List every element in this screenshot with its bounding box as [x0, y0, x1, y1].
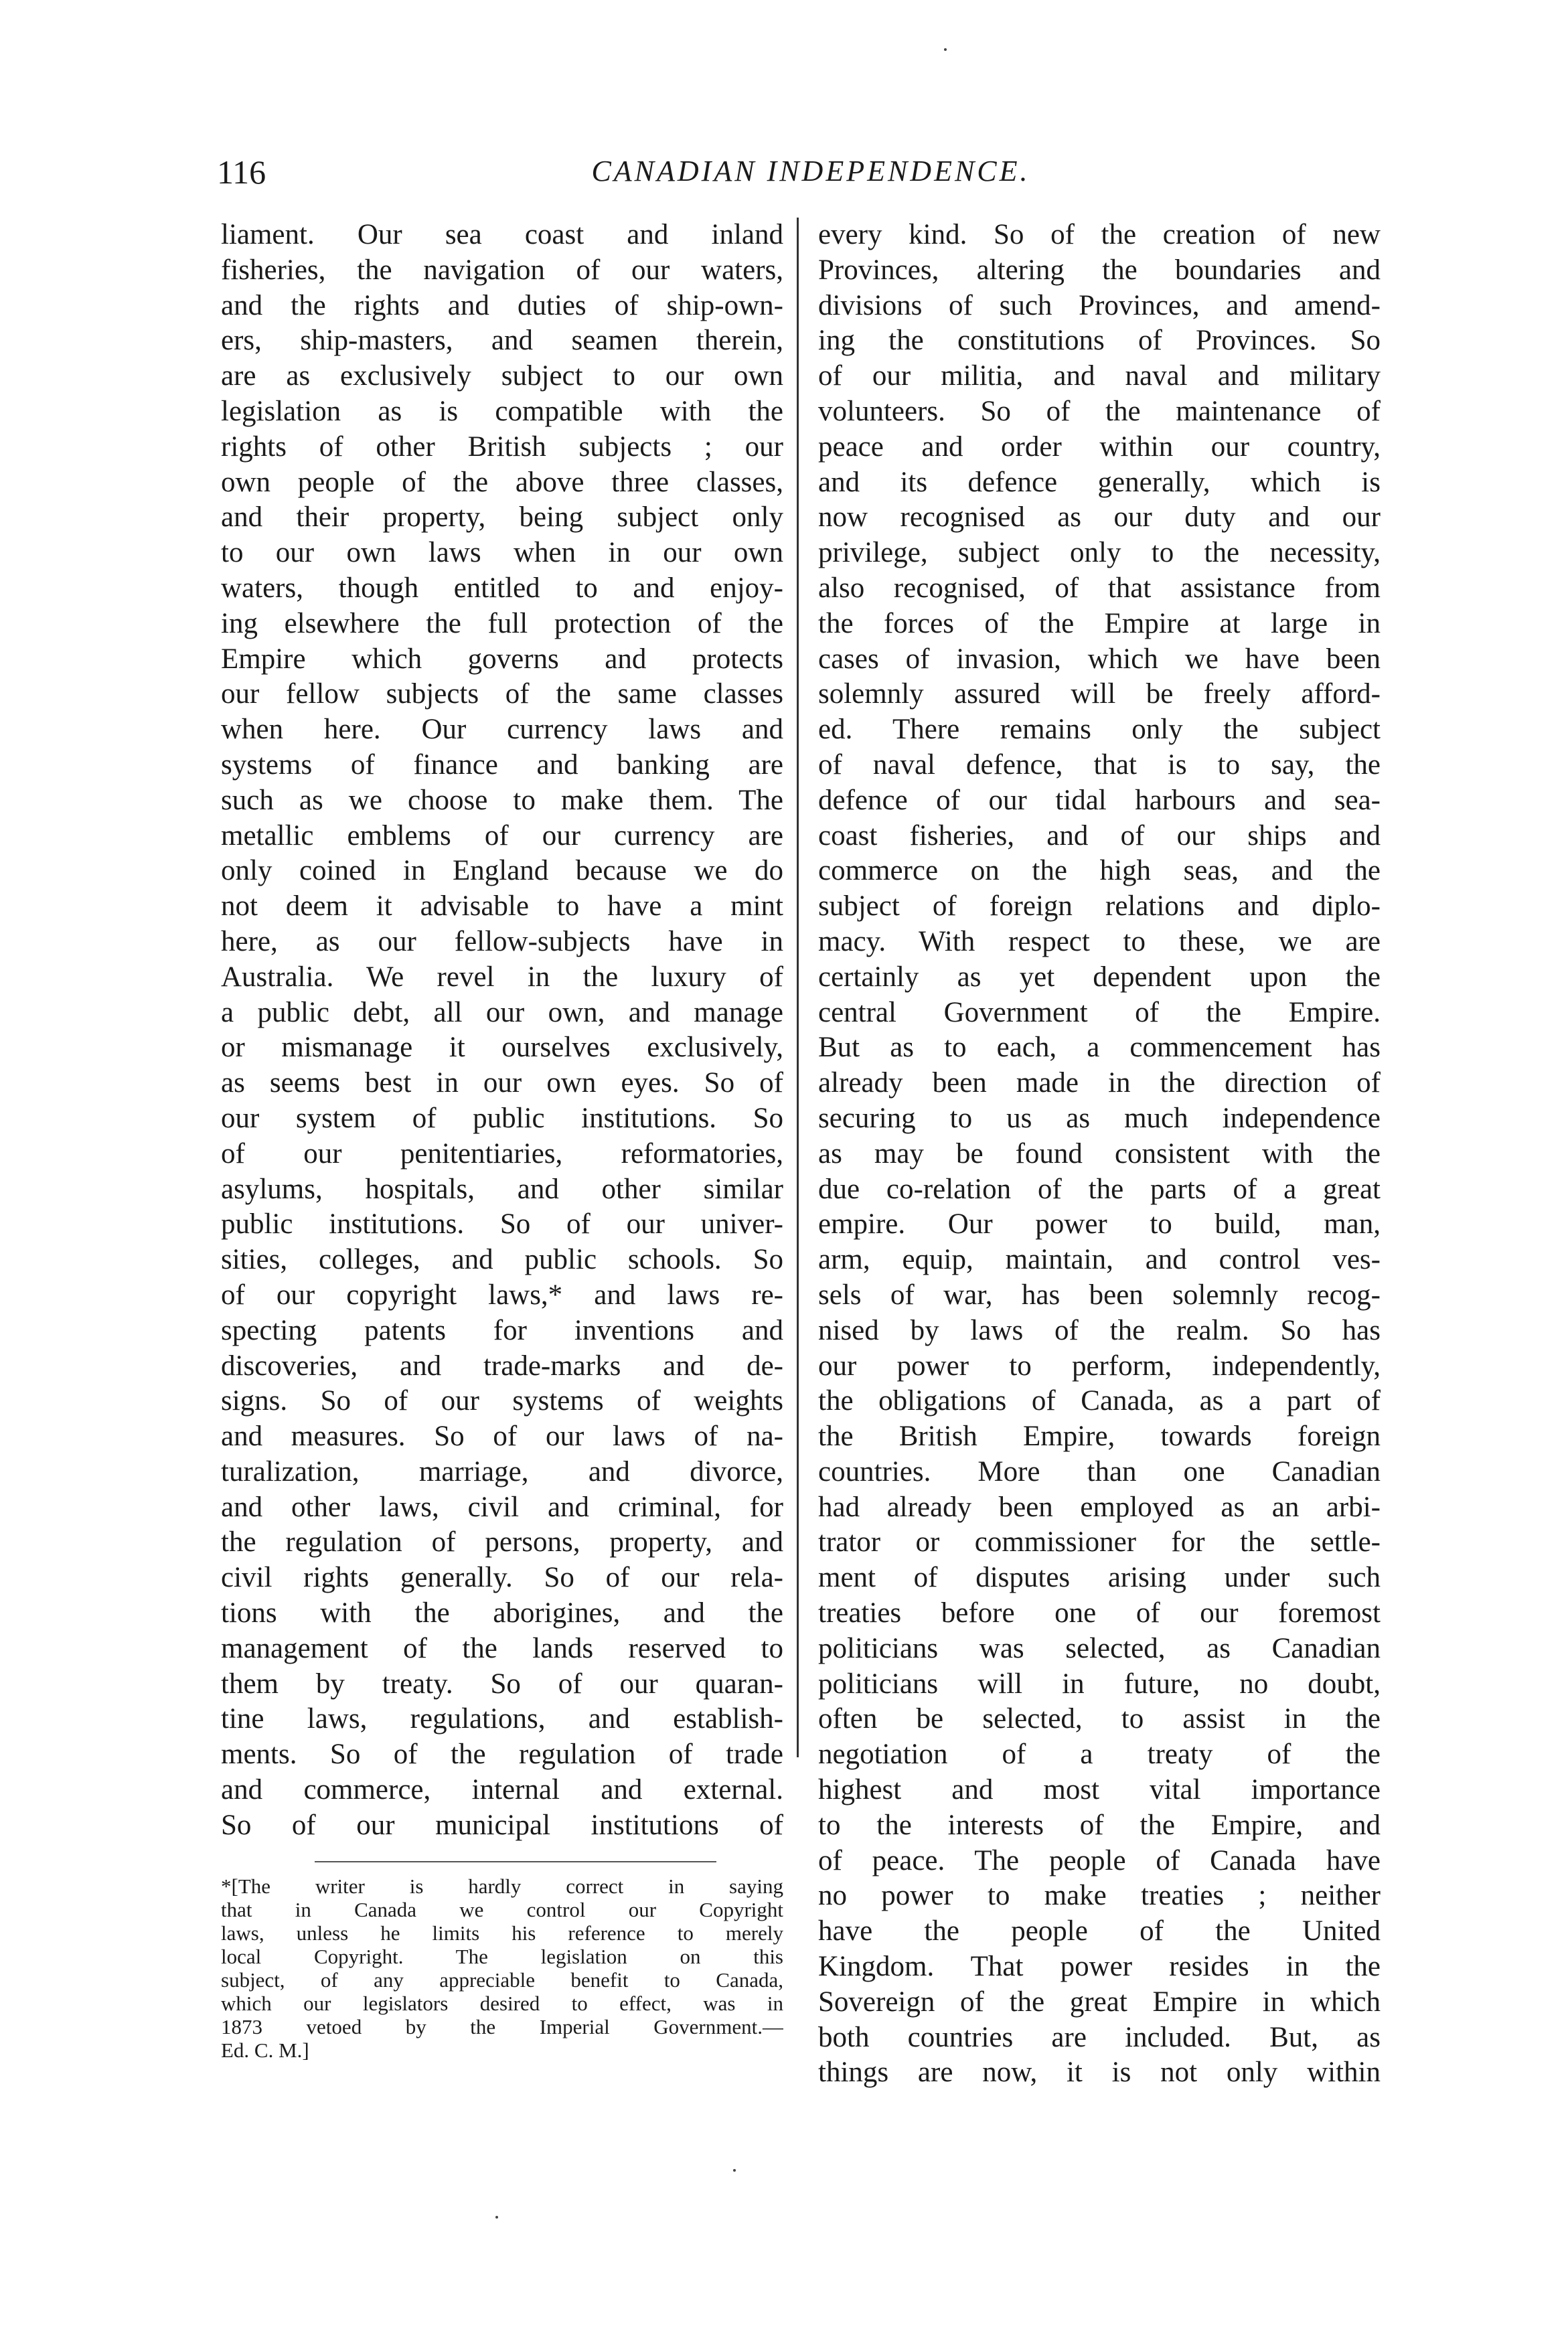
page-number: 116 [217, 153, 266, 191]
text-line: or mismanage it ourselves exclusively, [221, 1032, 783, 1064]
text-line: volunteers. So of the maintenance of [818, 395, 1381, 427]
text-line: Ed. C. M.] [221, 2038, 309, 2062]
text-line: systems of finance and banking are [221, 748, 783, 781]
text-line: sities, colleges, and public schools. So [221, 1244, 783, 1276]
text-line: sels of war, has been solemnly recog- [818, 1279, 1381, 1311]
running-title [0, 157, 1568, 186]
column-divider [797, 218, 799, 1757]
text-line: legislation as is compatible with the [221, 395, 783, 427]
text-line: are as exclusively subject to our own [221, 360, 783, 392]
text-line: ing elsewhere the full protection of the [221, 607, 783, 639]
footnote [221, 1874, 783, 2062]
text-line: had already been employed as an arbi- [818, 1491, 1381, 1523]
text-line: our system of public institutions. So [221, 1102, 783, 1134]
text-line: and its defence generally, which is [818, 466, 1381, 498]
text-line: fisheries, the navigation of our waters, [221, 254, 783, 286]
text-line: here, as our fellow-subjects have in [221, 925, 783, 957]
text-line: waters, though entitled to and enjoy- [221, 572, 783, 604]
text-line: our power to perform, independently, [818, 1350, 1381, 1382]
text-line: treaties before one of our foremost [818, 1597, 1381, 1629]
text-line: the forces of the Empire at large in [818, 607, 1381, 639]
text-line: the British Empire, towards foreign [818, 1421, 1381, 1453]
print-speck [944, 48, 947, 51]
text-line: both countries are included. But, as [818, 2021, 1381, 2053]
text-line: only coined in England because we do [221, 855, 783, 887]
text-line: politicians was selected, as Canadian [818, 1632, 1381, 1664]
text-line: as may be found consistent with the [818, 1137, 1381, 1170]
text-line: ment of disputes arising under such [818, 1562, 1381, 1594]
text-line: no power to make treaties ; neither [818, 1880, 1381, 1912]
text-line: trator or commissioner for the settle- [818, 1526, 1381, 1558]
text-line: Sovereign of the great Empire in which [818, 1986, 1381, 2018]
text-line: to our own laws when in our own [221, 537, 783, 569]
text-line: Provinces, altering the boundaries and [818, 254, 1381, 286]
text-line: Kingdom. That power resides in the [818, 1951, 1381, 1983]
text-line: coast fisheries, and of our ships and [818, 819, 1381, 852]
text-line: divisions of such Provinces, and amend- [818, 289, 1381, 321]
print-speck [733, 2169, 736, 2172]
text-line: 1873 vetoed by the Imperial Government.— [221, 2015, 783, 2038]
text-line: to the interests of the Empire, and [818, 1809, 1381, 1841]
text-line: often be selected, to assist in the [818, 1703, 1381, 1735]
text-line: ed. There remains only the subject [818, 714, 1381, 746]
text-line: countries. More than one Canadian [818, 1455, 1381, 1488]
text-line: liament. Our sea coast and inland [221, 219, 783, 250]
footnote-rule [315, 1861, 716, 1862]
text-line: local Copyright. The legislation on this [221, 1945, 783, 1968]
text-line: peace and order within our country, [818, 430, 1381, 463]
text-line: metallic emblems of our currency are [221, 819, 783, 852]
text-line: public institutions. So of our univer- [221, 1208, 783, 1240]
text-line: arm, equip, maintain, and control ves- [818, 1244, 1381, 1276]
text-line: that in Canada we control our Copyright [221, 1898, 783, 1921]
text-line: and measures. So of our laws of na- [221, 1421, 783, 1453]
text-line: solemnly assured will be freely afford- [818, 678, 1381, 710]
text-line: civil rights generally. So of our rela- [221, 1562, 783, 1594]
text-line: already been made in the direction of [818, 1067, 1381, 1099]
text-line: the regulation of persons, property, and [221, 1526, 783, 1558]
text-line: tions with the aborigines, and the [221, 1597, 783, 1629]
text-line: the obligations of Canada, as a part of [818, 1385, 1381, 1417]
text-line: every kind. So of the creation of new [818, 219, 1381, 250]
text-line: specting patents for inventions and [221, 1314, 783, 1346]
text-line: certainly as yet dependent upon the [818, 961, 1381, 993]
text-line: of naval defence, that is to say, the [818, 748, 1381, 781]
text-line: Empire which governs and protects [221, 643, 783, 675]
text-line: signs. So of our systems of weights [221, 1385, 783, 1417]
print-speck [495, 2216, 498, 2219]
text-line: management of the lands reserved to [221, 1632, 783, 1664]
text-line: and commerce, internal and external. [221, 1774, 783, 1806]
text-line: cases of invasion, which we have been [818, 643, 1381, 675]
text-line: our fellow subjects of the same classes [221, 678, 783, 710]
text-line: things are now, it is not only within [818, 2057, 1381, 2089]
text-line: securing to us as much independence [818, 1102, 1381, 1134]
text-line: and other laws, civil and criminal, for [221, 1491, 783, 1523]
text-line: asylums, hospitals, and other similar [221, 1173, 783, 1205]
text-line: But as to each, a commencement has [818, 1032, 1381, 1064]
text-line: own people of the above three classes, [221, 466, 783, 498]
text-line: a public debt, all our own, and manage [221, 996, 783, 1028]
text-line: politicians will in future, no doubt, [818, 1668, 1381, 1700]
text-line: commerce on the high seas, and the [818, 855, 1381, 887]
running-title-text: CANADIAN INDEPENDENCE. [591, 155, 1030, 187]
text-line: such as we choose to make them. The [221, 784, 783, 816]
text-line: ing the constitutions of Provinces. So [818, 325, 1381, 357]
text-line: Australia. We revel in the luxury of [221, 961, 783, 993]
text-line: defence of our tidal harbours and sea- [818, 784, 1381, 816]
text-line: rights of other British subjects ; our [221, 430, 783, 463]
text-line: turalization, marriage, and divorce, [221, 1455, 783, 1488]
text-line: have the people of the United [818, 1915, 1381, 1947]
text-line: privilege, subject only to the necessity, [818, 537, 1381, 569]
text-line: them by treaty. So of our quaran- [221, 1668, 783, 1700]
text-line: also recognised, of that assistance from [818, 572, 1381, 604]
text-line: of our penitentiaries, reformatories, [221, 1137, 783, 1170]
text-line: due co-relation of the parts of a great [818, 1173, 1381, 1205]
text-line: tine laws, regulations, and establish- [221, 1703, 783, 1735]
text-line: now recognised as our duty and our [818, 501, 1381, 534]
text-line: negotiation of a treaty of the [818, 1739, 1381, 1771]
text-line: *[The writer is hardly correct in saying [221, 1874, 783, 1898]
text-line: ers, ship-masters, and seamen therein, [221, 325, 783, 357]
text-line: of our copyright laws,* and laws re- [221, 1279, 783, 1311]
text-line: of our militia, and naval and military [818, 360, 1381, 392]
left-column [221, 218, 783, 1844]
text-line: which our legislators desired to effect, was in [221, 1992, 783, 2015]
text-line: subject, of any appreciable benefit to Canada, [221, 1968, 783, 1992]
text-line: ments. So of the regulation of trade [221, 1739, 783, 1771]
text-line: nised by laws of the realm. So has [818, 1314, 1381, 1346]
text-line: So of our municipal institutions of [221, 1809, 783, 1841]
text-line: empire. Our power to build, man, [818, 1208, 1381, 1240]
text-line: laws, unless he limits his reference to merely [221, 1921, 783, 1945]
text-line: of peace. The people of Canada have [818, 1844, 1381, 1876]
text-line: when here. Our currency laws and [221, 714, 783, 746]
text-line: central Government of the Empire. [818, 996, 1381, 1028]
text-line: discoveries, and trade-marks and de- [221, 1350, 783, 1382]
text-line: and the rights and duties of ship-own- [221, 289, 783, 321]
text-line: as seems best in our own eyes. So of [221, 1067, 783, 1099]
right-column [818, 218, 1381, 2091]
text-line: macy. With respect to these, we are [818, 925, 1381, 957]
text-line: not deem it advisable to have a mint [221, 890, 783, 922]
text-line: highest and most vital importance [818, 1774, 1381, 1806]
text-line: subject of foreign relations and diplo- [818, 890, 1381, 922]
text-line: and their property, being subject only [221, 501, 783, 534]
